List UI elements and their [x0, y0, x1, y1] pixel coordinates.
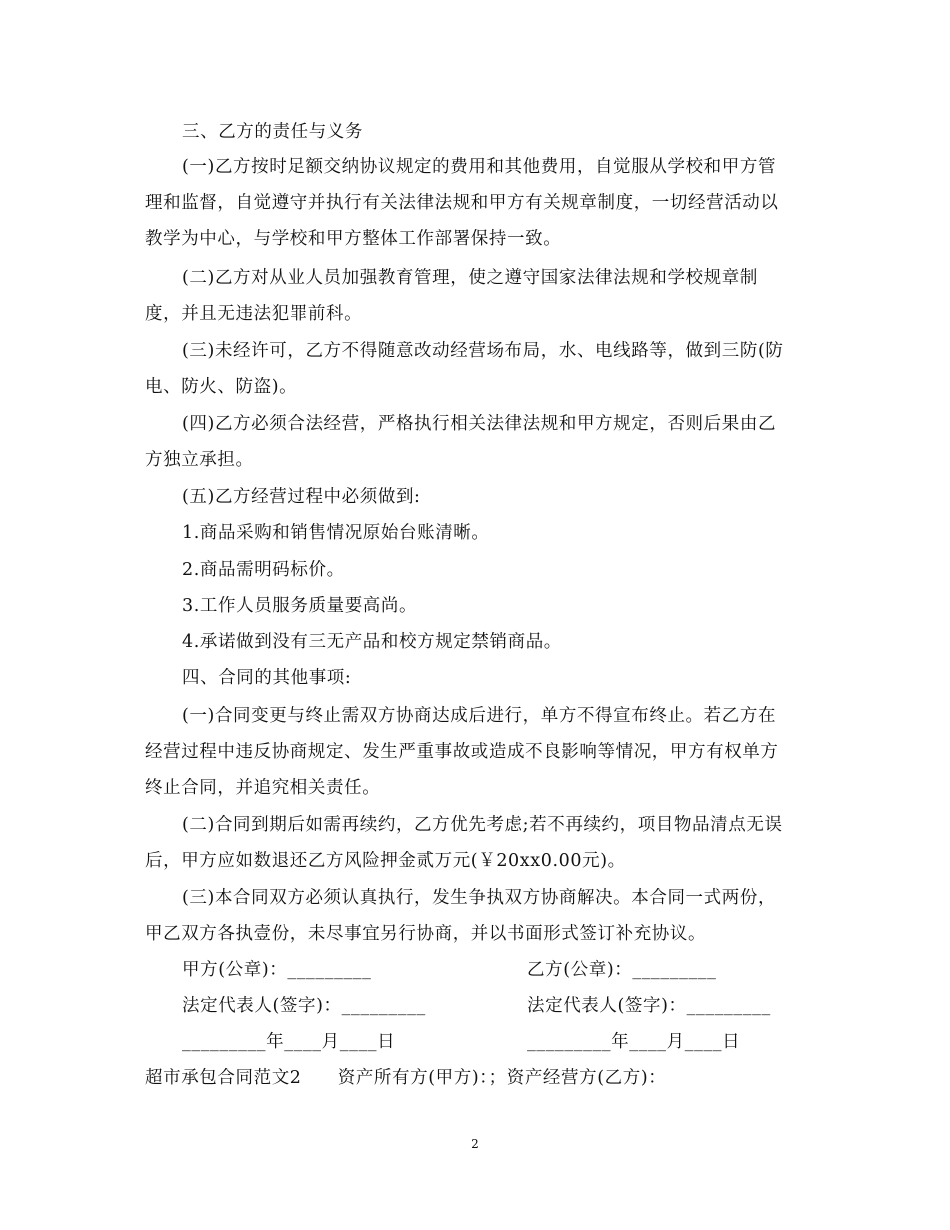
- section-heading: 三、乙方的责任与义务: [182, 122, 363, 142]
- paragraph-line: (一)合同变更与终止需双方协商达成后进行，单方不得宣布终止。若乙方在: [182, 706, 777, 726]
- paragraph-line: (三)本合同双方必须认真执行，发生争执双方协商解决。本合同一式两份，: [182, 888, 777, 908]
- paragraph-line: 电、防火、防盗)。: [145, 377, 298, 397]
- paragraph-line: (四)乙方必须合法经营，严格执行相关法律法规和甲方规定，否则后果由乙: [182, 414, 777, 434]
- paragraph-line: 方独立承担。: [145, 450, 254, 470]
- paragraph-line: 终止合同，并追究相关责任。: [145, 778, 381, 798]
- party-a-date: _________年____月____日: [182, 1032, 396, 1052]
- party-a-representative: 法定代表人(签字)：_________: [182, 996, 426, 1016]
- paragraph-line: 甲乙双方各执壹份，未尽事宜另行协商，并以书面形式签订补充协议。: [145, 924, 707, 944]
- paragraph-line: 经营过程中违反协商规定、发生严重事故或造成不良影响等情况，甲方有权单方: [145, 742, 779, 762]
- paragraph-line: 教学为中心，与学校和甲方整体工作部署保持一致。: [145, 229, 562, 249]
- list-item: 1.商品采购和销售情况原始台账清晰。: [182, 523, 490, 543]
- party-b-seal: 乙方(公章)：_________: [527, 960, 717, 980]
- party-b-date: _________年____月____日: [527, 1032, 741, 1052]
- paragraph-line: (一)乙方按时足额交纳协议规定的费用和其他费用，自觉服从学校和甲方管: [182, 157, 777, 177]
- next-document-line: 超市承包合同范文2 资产所有方(甲方)：；资产经营方(乙方)：: [145, 1068, 667, 1088]
- paragraph-line: (五)乙方经营过程中必须做到:: [182, 487, 421, 507]
- party-b-representative: 法定代表人(签字)：_________: [527, 996, 771, 1016]
- paragraph-line: (三)未经许可，乙方不得随意改动经营场布局，水、电线路等，做到三防(防: [182, 341, 784, 361]
- section-heading: 四、合同的其他事项:: [182, 668, 352, 688]
- paragraph-line: 度，并且无违法犯罪前科。: [145, 304, 363, 324]
- list-item: 4.承诺做到没有三无产品和校方规定禁销商品。: [182, 632, 562, 652]
- paragraph-line: 后，甲方应如数退还乙方风险押金贰万元(￥20xx0.00元)。: [145, 851, 626, 871]
- paragraph-line: (二)合同到期后如需再续约，乙方优先考虑;若不再续约，项目物品清点无误: [182, 815, 783, 835]
- page-number: 2: [471, 1137, 479, 1151]
- paragraph-line: 理和监督，自觉遵守并执行有关法律法规和甲方有关规章制度，一切经营活动以: [145, 193, 779, 213]
- list-item: 3.工作人员服务质量要高尚。: [182, 596, 418, 616]
- paragraph-line: (二)乙方对从业人员加强教育管理，使之遵守国家法律法规和学校规章制: [182, 268, 758, 288]
- list-item: 2.商品需明码标价。: [182, 560, 345, 580]
- party-a-seal: 甲方(公章)：_________: [182, 960, 372, 980]
